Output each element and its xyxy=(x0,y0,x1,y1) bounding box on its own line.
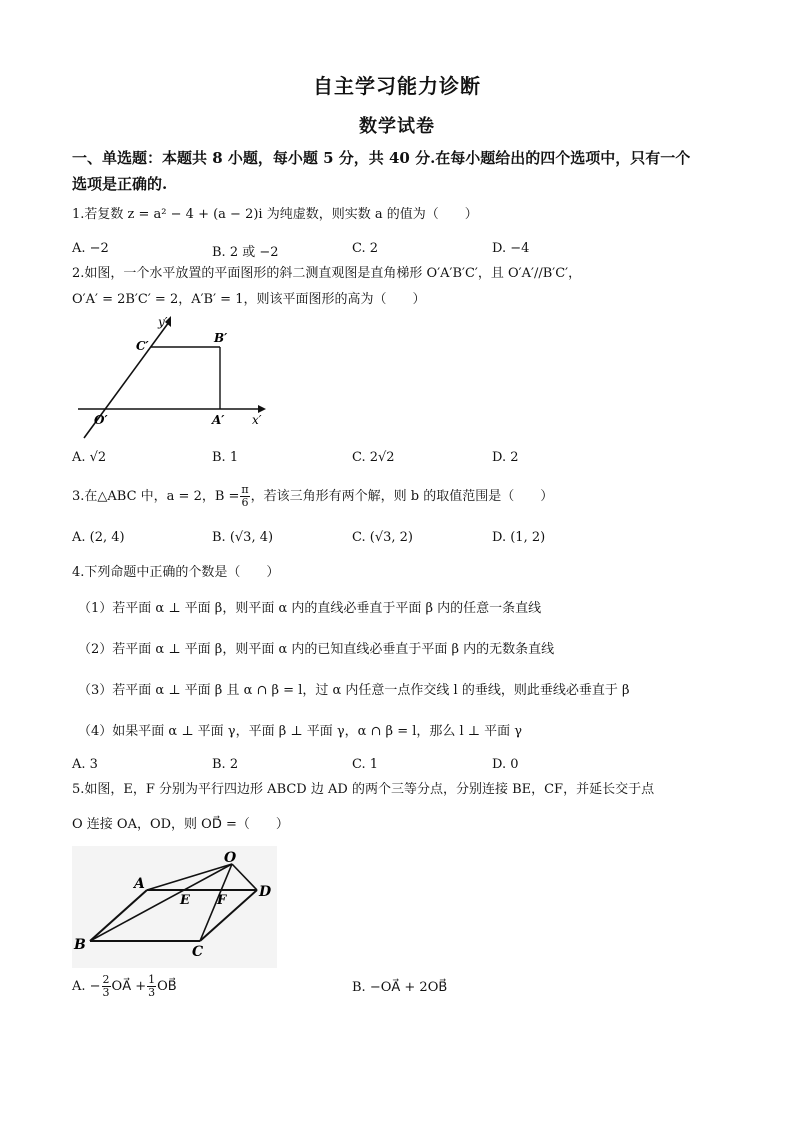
q1-option-c[interactable]: C. 2 xyxy=(352,241,379,256)
q3-stem-b: ，若该三角形有两个解，则 b 的取值范围是（ ） xyxy=(250,489,554,504)
q4-item-1: （1）若平面 α ⊥ 平面 β，则平面 α 内的直线必垂直于平面 β 内的任意一条直线 xyxy=(78,601,542,616)
section-heading-line1: 一、单选题：本题共 8 小题，每小题 5 分，共 40 分.在每小题给出的四个选项中，只有一个 xyxy=(72,149,691,167)
q2-stem-line2: O′A′ = 2B′C′ = 2，A′B′ = 1，则该平面图形的高为（ ） xyxy=(72,292,426,307)
q5-stem-line2: O 连接 OA，OD，则 OD⃗ =（ ） xyxy=(72,817,289,832)
q3-option-c[interactable]: C. (√3, 2) xyxy=(352,530,413,545)
q4-option-d[interactable]: D. 0 xyxy=(492,757,519,772)
label-a: A′ xyxy=(212,413,225,427)
label-c: C xyxy=(192,944,204,960)
label-x: x′ xyxy=(252,413,262,427)
page-subtitle: 数学试卷 xyxy=(359,116,435,137)
q5-opt-a-frac2 xyxy=(147,974,156,999)
label-d: D xyxy=(259,884,272,900)
q5-opt-a-mid: OA⃗ + xyxy=(111,979,147,994)
q4-stem: 4.下列命题中正确的个数是（ ） xyxy=(72,565,280,580)
q3-option-b[interactable]: B. (√3, 4) xyxy=(212,530,274,545)
q2-option-a[interactable]: A. √2 xyxy=(72,450,107,465)
q1-stem: 1.若复数 z = a² − 4 + (a − 2)i 为纯虚数，则实数 a 的值为（ ） xyxy=(72,207,478,222)
q3-fraction xyxy=(240,484,249,509)
q2-option-d[interactable]: D. 2 xyxy=(492,450,519,465)
q3-frac-num: π xyxy=(241,483,249,496)
q4-option-c[interactable]: C. 1 xyxy=(352,757,379,772)
label-e: E xyxy=(180,893,190,908)
q3-frac-den: 6 xyxy=(241,496,249,509)
q5-option-a[interactable] xyxy=(72,974,177,999)
label-b: B xyxy=(74,937,86,953)
q5-opt-a-den2: 3 xyxy=(148,986,156,999)
label-f: F xyxy=(217,893,227,908)
q5-opt-a-den1: 3 xyxy=(102,986,110,999)
q5-opt-a-prefix: A. − xyxy=(72,979,101,994)
q4-item-2: （2）若平面 α ⊥ 平面 β，则平面 α 内的已知直线必垂直于平面 β 内的无数条直线 xyxy=(78,642,555,657)
q3-option-a[interactable]: A. (2, 4) xyxy=(72,530,125,545)
label-o: O′ xyxy=(94,413,108,427)
label-y: y′ xyxy=(158,315,168,329)
label-a: A xyxy=(134,876,145,892)
section-heading-line2: 选项是正确的. xyxy=(72,175,168,193)
q3-stem xyxy=(72,484,553,509)
q1-option-b[interactable]: B. 2 或 −2 xyxy=(212,245,279,260)
label-c: C′ xyxy=(136,339,149,353)
q2-figure xyxy=(74,310,274,440)
q2-option-b[interactable]: B. 1 xyxy=(212,450,239,465)
q5-stem-line1: 5.如图，E，F 分别为平行四边形 ABCD 边 AD 的两个三等分点，分别连接 BE，CF，并延长交于点 xyxy=(72,782,655,797)
label-o: O xyxy=(224,850,237,866)
x-axis-arrow-icon xyxy=(258,405,266,413)
figure-background xyxy=(72,846,277,968)
q5-figure xyxy=(72,846,277,968)
q2-option-c[interactable]: C. 2√2 xyxy=(352,450,395,465)
q5-opt-a-num1: 2 xyxy=(102,973,110,986)
label-b: B′ xyxy=(214,331,228,345)
q4-option-b[interactable]: B. 2 xyxy=(212,757,239,772)
q3-stem-a: 3.在△ABC 中，a = 2，B = xyxy=(72,489,240,504)
q5-opt-a-num2: 1 xyxy=(148,973,156,986)
q3-option-d[interactable]: D. (1, 2) xyxy=(492,530,546,545)
q4-option-a[interactable]: A. 3 xyxy=(72,757,98,772)
q4-item-3: （3）若平面 α ⊥ 平面 β 且 α ∩ β = l，过 α 内任意一点作交线 l 的垂线，则此垂线必垂直于 β xyxy=(78,683,630,698)
q4-item-4: （4）如果平面 α ⊥ 平面 γ，平面 β ⊥ 平面 γ，α ∩ β = l，那么 l ⊥ 平面 γ xyxy=(78,724,523,739)
q2-stem-line1: 2.如图，一个水平放置的平面图形的斜二测直观图是直角梯形 O′A′B′C′，且 O′A′//B′C′， xyxy=(72,266,582,281)
q5-opt-a-end: OB⃗ xyxy=(157,979,177,994)
page-title: 自主学习能力诊断 xyxy=(313,74,481,98)
q5-opt-a-frac1 xyxy=(102,974,111,999)
q5-option-b[interactable]: B. −OA⃗ + 2OB⃗ xyxy=(352,980,448,995)
q1-option-a[interactable]: A. −2 xyxy=(72,241,109,256)
q1-option-d[interactable]: D. −4 xyxy=(492,241,530,256)
